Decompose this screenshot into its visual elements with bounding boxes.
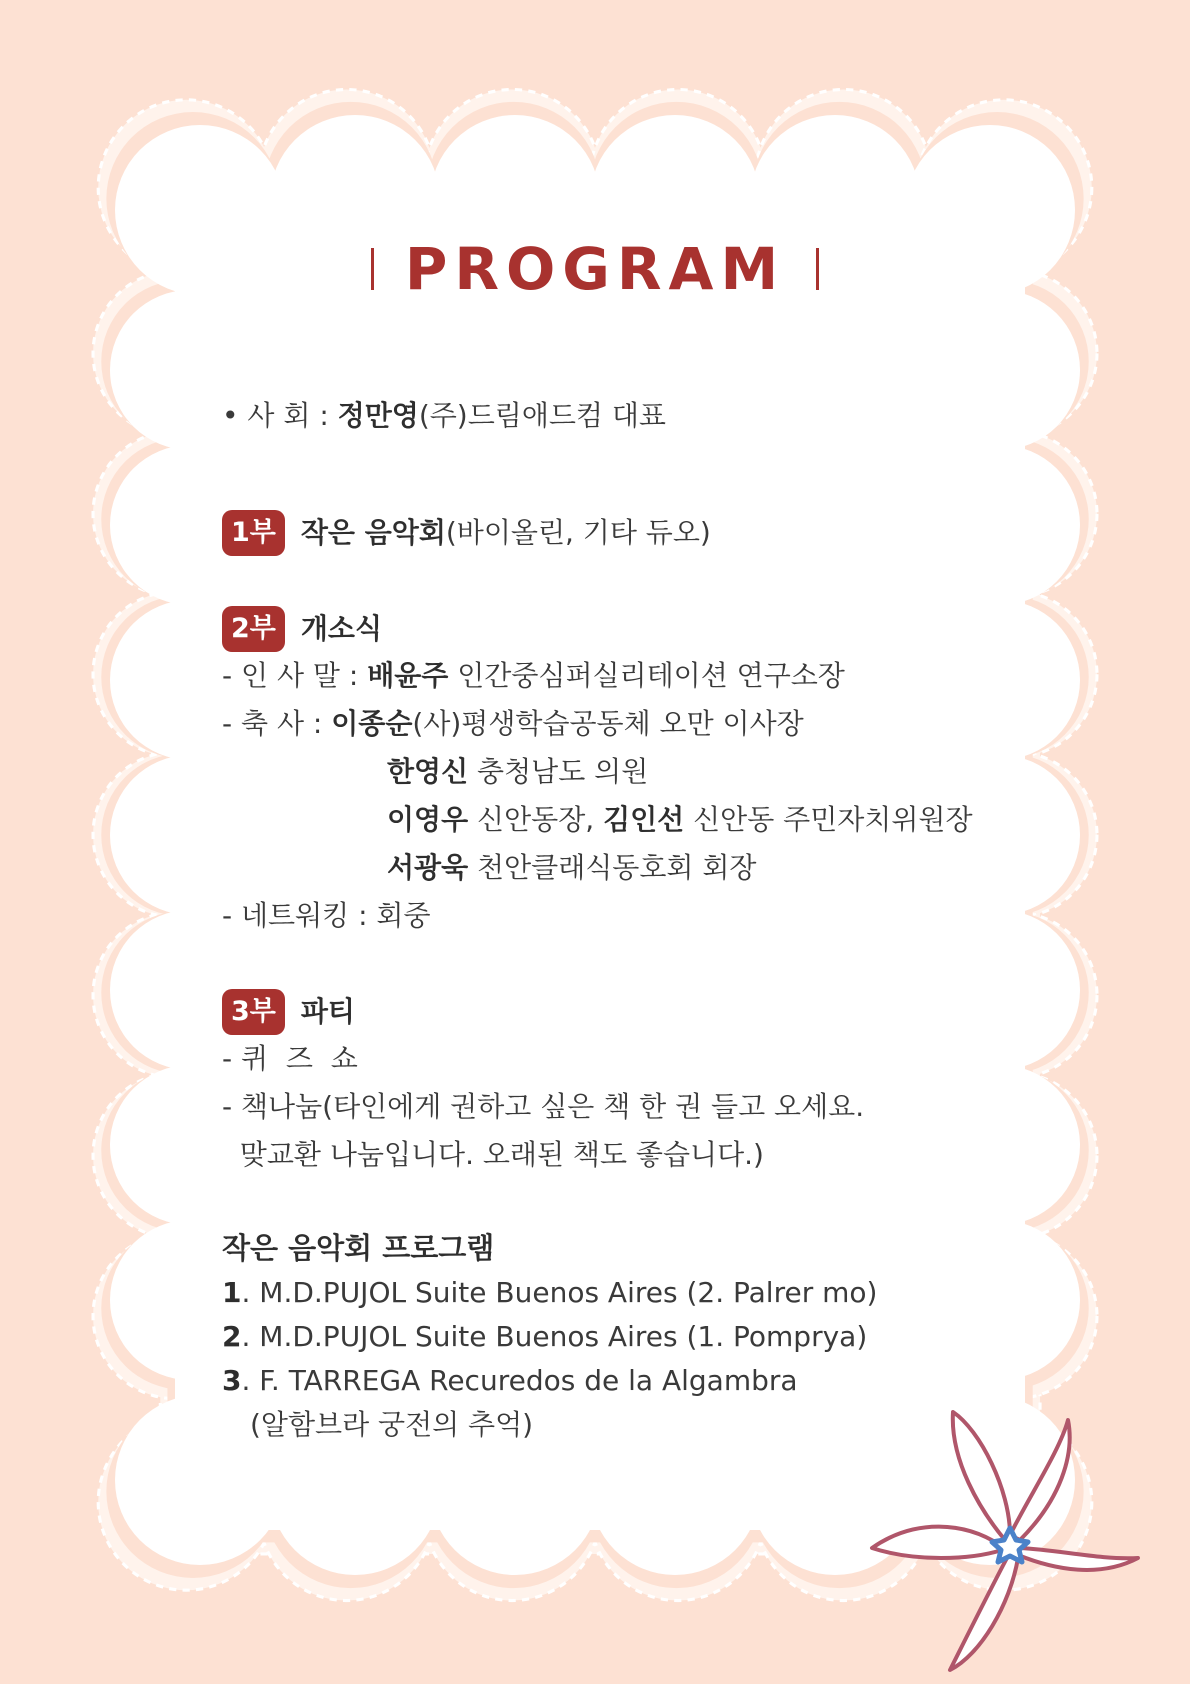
- congrats-line-2: [387, 748, 648, 796]
- part1-title: 작은 음악회: [300, 516, 446, 549]
- part3-item-1: - 퀴 즈 쇼: [222, 1042, 358, 1075]
- congrats-line-3: [387, 796, 973, 844]
- petal-upper-right: [1010, 1420, 1070, 1540]
- host-name: 정만영: [337, 399, 419, 432]
- page-title-text: PROGRAM: [404, 235, 786, 303]
- congrats-name-4: 서광욱: [387, 851, 469, 884]
- greeting-desc: 인간중심퍼실리테이션 연구소장: [448, 659, 845, 692]
- congrats-line-4: [387, 844, 756, 892]
- part3-item-2: - 책나눔(타인에게 권하고 싶은 책 한 권 들고 오세요.: [222, 1090, 865, 1123]
- music-text-3: . F. TARREGA Recuredos de la Algambra: [241, 1364, 798, 1397]
- part1-heading: [222, 508, 711, 557]
- part2-title: 개소식: [300, 612, 383, 645]
- networking-desc: 회중: [367, 899, 431, 932]
- greeting-label: - 인 사 말 :: [222, 659, 359, 692]
- congrats-name-1: 이종순: [331, 707, 413, 740]
- title-bar-left: [371, 248, 374, 290]
- music-text-2: . M.D.PUJOL Suite Buenos Aires (1. Pomprya): [241, 1320, 868, 1353]
- congrats-name-3: 이영우: [387, 803, 469, 836]
- music-item-3: [222, 1357, 798, 1405]
- music-num-1: 1: [222, 1276, 242, 1309]
- title-bar-right: [816, 248, 819, 290]
- music-item-2: [222, 1313, 867, 1361]
- congrats-desc-2: 충청남도 의원: [468, 755, 649, 788]
- page-title: [371, 235, 819, 303]
- music-num-2: 2: [222, 1320, 242, 1353]
- host-line: [222, 392, 666, 440]
- part3-heading: [222, 987, 355, 1036]
- music-program-title: 작은 음악회 프로그램: [222, 1231, 495, 1265]
- host-label: 사 회 :: [247, 399, 329, 432]
- congrats-line-1: [222, 700, 804, 748]
- part3-badge: 3부: [222, 989, 285, 1035]
- part2-heading: [222, 604, 382, 653]
- networking-label: - 네트워킹 :: [222, 899, 368, 932]
- congrats-desc-4: 천안클래식동호회 회장: [468, 851, 757, 884]
- part1-sub: (바이올린, 기타 듀오): [445, 516, 711, 549]
- greeting-line: [222, 652, 845, 700]
- congrats-name-3b: 김인선: [603, 803, 685, 836]
- part1-badge: 1부: [222, 510, 285, 556]
- part3-item-3: 맞교환 나눔입니다. 오래된 책도 좋습니다.): [222, 1138, 764, 1171]
- bullet: •: [222, 399, 239, 432]
- part3-title: 파티: [300, 995, 355, 1028]
- congrats-desc-3b: 신안동 주민자치위원장: [684, 803, 973, 836]
- music-text-1: . M.D.PUJOL Suite Buenos Aires (2. Palrer mo): [241, 1276, 878, 1309]
- congrats-label: - 축 사 :: [222, 707, 323, 740]
- lily-flower-illustration: [860, 1400, 1160, 1684]
- congrats-desc-1: (사)평생학습공동체 오만 이사장: [412, 707, 804, 740]
- petal-bottom: [950, 1556, 1018, 1670]
- networking-line: [222, 892, 431, 940]
- part2-badge: 2부: [222, 606, 285, 652]
- petal-upper-left: [953, 1412, 1010, 1540]
- music-num-3: 3: [222, 1364, 242, 1397]
- congrats-desc-3: 신안동장,: [468, 803, 604, 836]
- title-area: [0, 235, 1190, 303]
- music-item-1: [222, 1269, 877, 1317]
- host-desc: (주)드림애드컴 대표: [418, 399, 666, 432]
- music-item-3-sub: (알함브라 궁전의 추억): [250, 1408, 534, 1441]
- petal-left: [872, 1527, 1002, 1558]
- greeting-name: 배윤주: [367, 659, 449, 692]
- congrats-name-2: 한영신: [387, 755, 469, 788]
- petal-right: [1018, 1548, 1138, 1570]
